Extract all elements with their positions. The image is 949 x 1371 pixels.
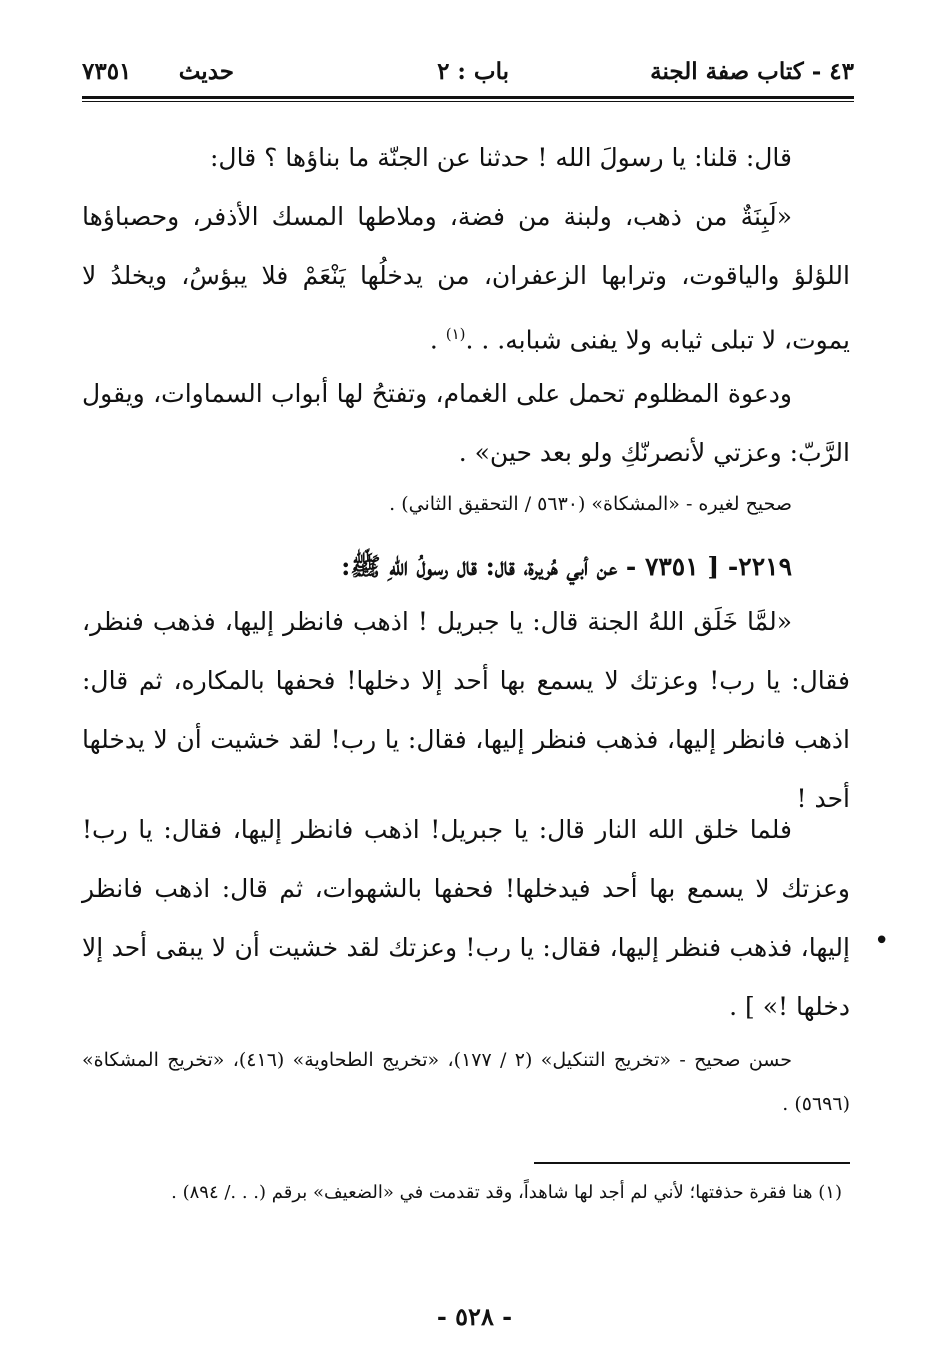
hadith-intro [82,537,850,596]
footnote: (١) هنا فقرة حذفتها؛ لأني لم أجد لها شاهداً، وقد تقدمت في «الضعيف» برقم (. . ./ ٨٩٤) . [171,1182,842,1203]
footnote-ref: (١) [445,325,466,343]
paradise-text: «لمَّا خَلَق اللهُ الجنة قال: يا جبريل ! اذهب فانظر إليها، فذهب فنظر، فقال: يا رب! وعزتك لا يسمع بها أحد إلا دخلها! فحفها بالمكاره، ثم قال: اذهب فانظر إليها، فذهب فنظر إليها، فقال: يا رب! لقد خشيت أن لا يدخلها أحد ! [82,607,850,813]
question-text: قال: قلنا: يا رسولَ الله ! حدثنا عن الجنّة ما بناؤها ؟ قال: [209,143,792,172]
hadith-intro-text: ٢٢١٩- [ ٧٣٥١ - عن أبي هُريرة، قال: قال رسولُ اللهِ ﷺ: [341,552,792,581]
hadith-label: حديث [178,58,234,85]
hadith-number: ٧٣٥١ [82,58,132,85]
paragraph-hell [82,800,850,1036]
bab-label: باب : ٢ [437,58,509,85]
grading-1 [82,482,850,526]
grading-2 [82,1038,850,1126]
footnote-rule [534,1162,850,1164]
margin-mark: • [874,926,890,956]
paragraph-description [82,187,850,369]
header-rule-thin [82,101,854,102]
paragraph-paradise [82,592,850,828]
running-header [82,58,854,92]
chapter-title: ٤٣ - كتاب صفة الجنة [650,58,854,85]
grading-1-text: صحيح لغيره - «المشكاة» (٥٦٣٠ / التحقيق الثاني) . [389,493,792,515]
grading-2-text: حسن صحيح - «تخريج التنكيل» (٢ / ١٧٧)، «تخريج الطحاوية» (٤١٦)، «تخريج المشكاة» (٥٦٩٦) . [82,1049,850,1115]
description-end: . [429,325,446,355]
paragraph-question [82,128,850,187]
hell-text: فلما خلق الله النار قال: يا جبريل! اذهب فانظر إليها، فقال: يا رب! وعزتك لا يسمع بها أحد فيدخلها! فحفها بالشهوات، ثم قال: اذهب فانظر إليها، فذهب فنظر إليها، فقال: يا رب! وعزتك لقد خشيت أن لا يبقى أحد إلا دخلها !» ] . [82,815,850,1021]
header-rule-thick [82,96,854,99]
dua-text: ودعوة المظلوم تحمل على الغمام، وتفتحُ لها أبواب السماوات، ويقول الرَّبّ: وعزتي لأنصرنّكِ ولو بعد حين» . [82,379,850,467]
paragraph-dua [82,364,850,482]
page-number: - ٥٢٨ - [436,1302,513,1331]
description-main: «لَبِنَةٌ من ذهب، ولبنة من فضة، وملاطها المسك الأذفر، وحصباؤها اللؤلؤ والياقوت، وترابها الزعفران، من يدخلُها يَنْعَمْ فلا يبؤسُ، ويخلدُ لا يموت، لا تبلى ثيابه ولا يفنى شبابه. . . [82,202,850,355]
description-text [82,187,850,369]
